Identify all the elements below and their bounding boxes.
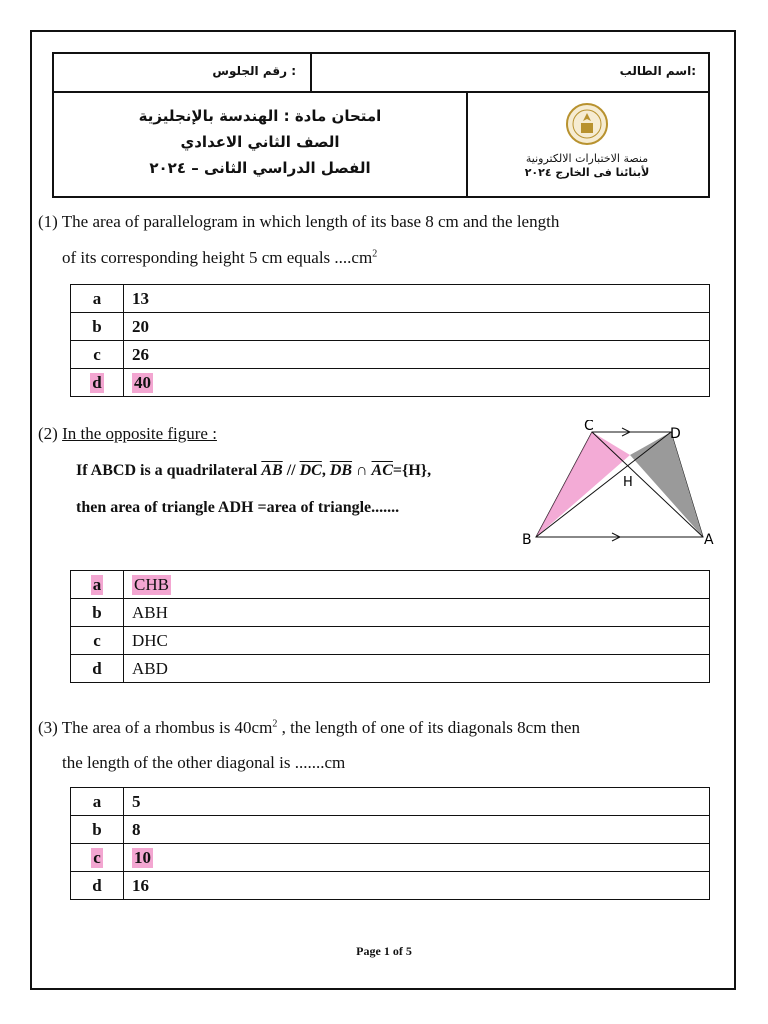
q2-intro-line <box>38 424 217 444</box>
option-value: 40 <box>134 372 151 392</box>
option-letter: a <box>71 285 124 313</box>
option-letter: c <box>93 847 101 867</box>
q2-number: (2) <box>38 424 58 443</box>
option-row-selected[interactable] <box>71 844 710 872</box>
option-value: 16 <box>124 872 710 900</box>
comma: , <box>321 462 330 479</box>
intersection-symbol: ∩ <box>352 462 372 479</box>
option-letter: c <box>71 627 124 655</box>
option-letter: b <box>71 816 124 844</box>
q3-line2: the length of the other diagonal is .......cm <box>62 753 346 772</box>
ministry-seal-icon <box>564 101 610 147</box>
option-letter: b <box>71 313 124 341</box>
q3-options <box>70 787 710 900</box>
page-number: Page 1 of 5 <box>356 944 412 958</box>
option-row[interactable] <box>71 313 710 341</box>
label-b: B <box>522 532 532 548</box>
quadrilateral-figure <box>518 420 718 550</box>
q1-line1 <box>38 212 559 232</box>
q2-intro: In the opposite figure : <box>62 424 217 443</box>
grade-label: الصف الثاني الاعدادي <box>180 133 340 151</box>
option-row-selected[interactable] <box>71 369 710 397</box>
q2-condition-text: If ABCD is a quadrilateral <box>76 462 262 479</box>
q2-options <box>70 570 710 683</box>
option-value: CHB <box>134 574 169 594</box>
option-value: 13 <box>124 285 710 313</box>
option-letter: b <box>71 599 124 627</box>
option-value: ABH <box>124 599 710 627</box>
option-letter: c <box>71 341 124 369</box>
q3-text-1b: , the length of one of its diagonals 8cm then <box>277 718 580 737</box>
exam-header <box>52 52 710 198</box>
triangle-adh-shade <box>630 432 703 537</box>
option-letter: d <box>71 655 124 683</box>
option-row[interactable] <box>71 655 710 683</box>
option-row[interactable] <box>71 788 710 816</box>
label-d: D <box>670 426 681 442</box>
exam-title: امتحان مادة : الهندسة بالإنجليزية <box>138 107 382 125</box>
q1-text-1: The area of parallelogram in which length of its base 8 cm and the length <box>61 212 560 231</box>
q3-line1 <box>38 718 580 738</box>
label-a: A <box>704 532 714 548</box>
triangle-chb-shade <box>536 432 630 537</box>
option-value: 10 <box>134 847 151 867</box>
option-value: 26 <box>124 341 710 369</box>
option-row[interactable] <box>71 599 710 627</box>
platform-info <box>466 93 708 198</box>
option-row[interactable] <box>71 872 710 900</box>
option-letter: a <box>71 788 124 816</box>
q3-unit-sup: 2 <box>272 718 278 730</box>
header-top-row <box>54 54 708 93</box>
q2-condition <box>76 462 431 480</box>
student-name-field[interactable]: اسم الطالب: <box>619 64 696 78</box>
q1-unit-sup: 2 <box>372 248 378 260</box>
option-row[interactable] <box>71 285 710 313</box>
q2-question: then area of triangle ADH =area of triangle....... <box>76 499 400 516</box>
segment-db: $\overline{DB}$ <box>329 462 353 479</box>
platform-name: منصة الاختبارات الالكترونية <box>525 152 649 165</box>
q1-text-2: of its corresponding height 5 cm equals ....cm <box>62 248 373 267</box>
option-row[interactable] <box>71 341 710 369</box>
q1-number: (1) <box>38 212 58 231</box>
option-row-selected[interactable] <box>71 571 710 599</box>
q3-number: (3) <box>38 718 58 737</box>
segment-ac: $\overline{AC}$ <box>371 462 393 479</box>
option-letter: d <box>71 872 124 900</box>
label-h: H <box>623 475 633 490</box>
option-value: 20 <box>124 313 710 341</box>
parallel-symbol: // <box>282 462 300 479</box>
segment-ab: $\overline{AB}$ <box>261 462 283 479</box>
option-row[interactable] <box>71 816 710 844</box>
segment-dc: $\overline{DC}$ <box>299 462 322 479</box>
seat-number-field[interactable]: رقم الجلوس : <box>54 54 312 91</box>
q3-text-1: The area of a rhombus is 40cm <box>61 718 273 737</box>
option-letter: d <box>92 372 102 392</box>
label-c: C <box>584 420 594 434</box>
option-value: 5 <box>124 788 710 816</box>
option-letter: a <box>92 574 102 594</box>
platform-subtitle: لأبنائنا فى الخارج ٢٠٢٤ <box>524 166 650 179</box>
intersection-result: ={H}, <box>392 462 432 479</box>
term-label: الفصل الدراسي الثانى – ٢٠٢٤ <box>149 159 371 177</box>
q1-options <box>70 284 710 397</box>
option-value: 8 <box>124 816 710 844</box>
option-value: DHC <box>124 627 710 655</box>
q1-line2 <box>62 248 377 268</box>
option-row[interactable] <box>71 627 710 655</box>
option-value: ABD <box>124 655 710 683</box>
exam-info <box>54 93 468 198</box>
